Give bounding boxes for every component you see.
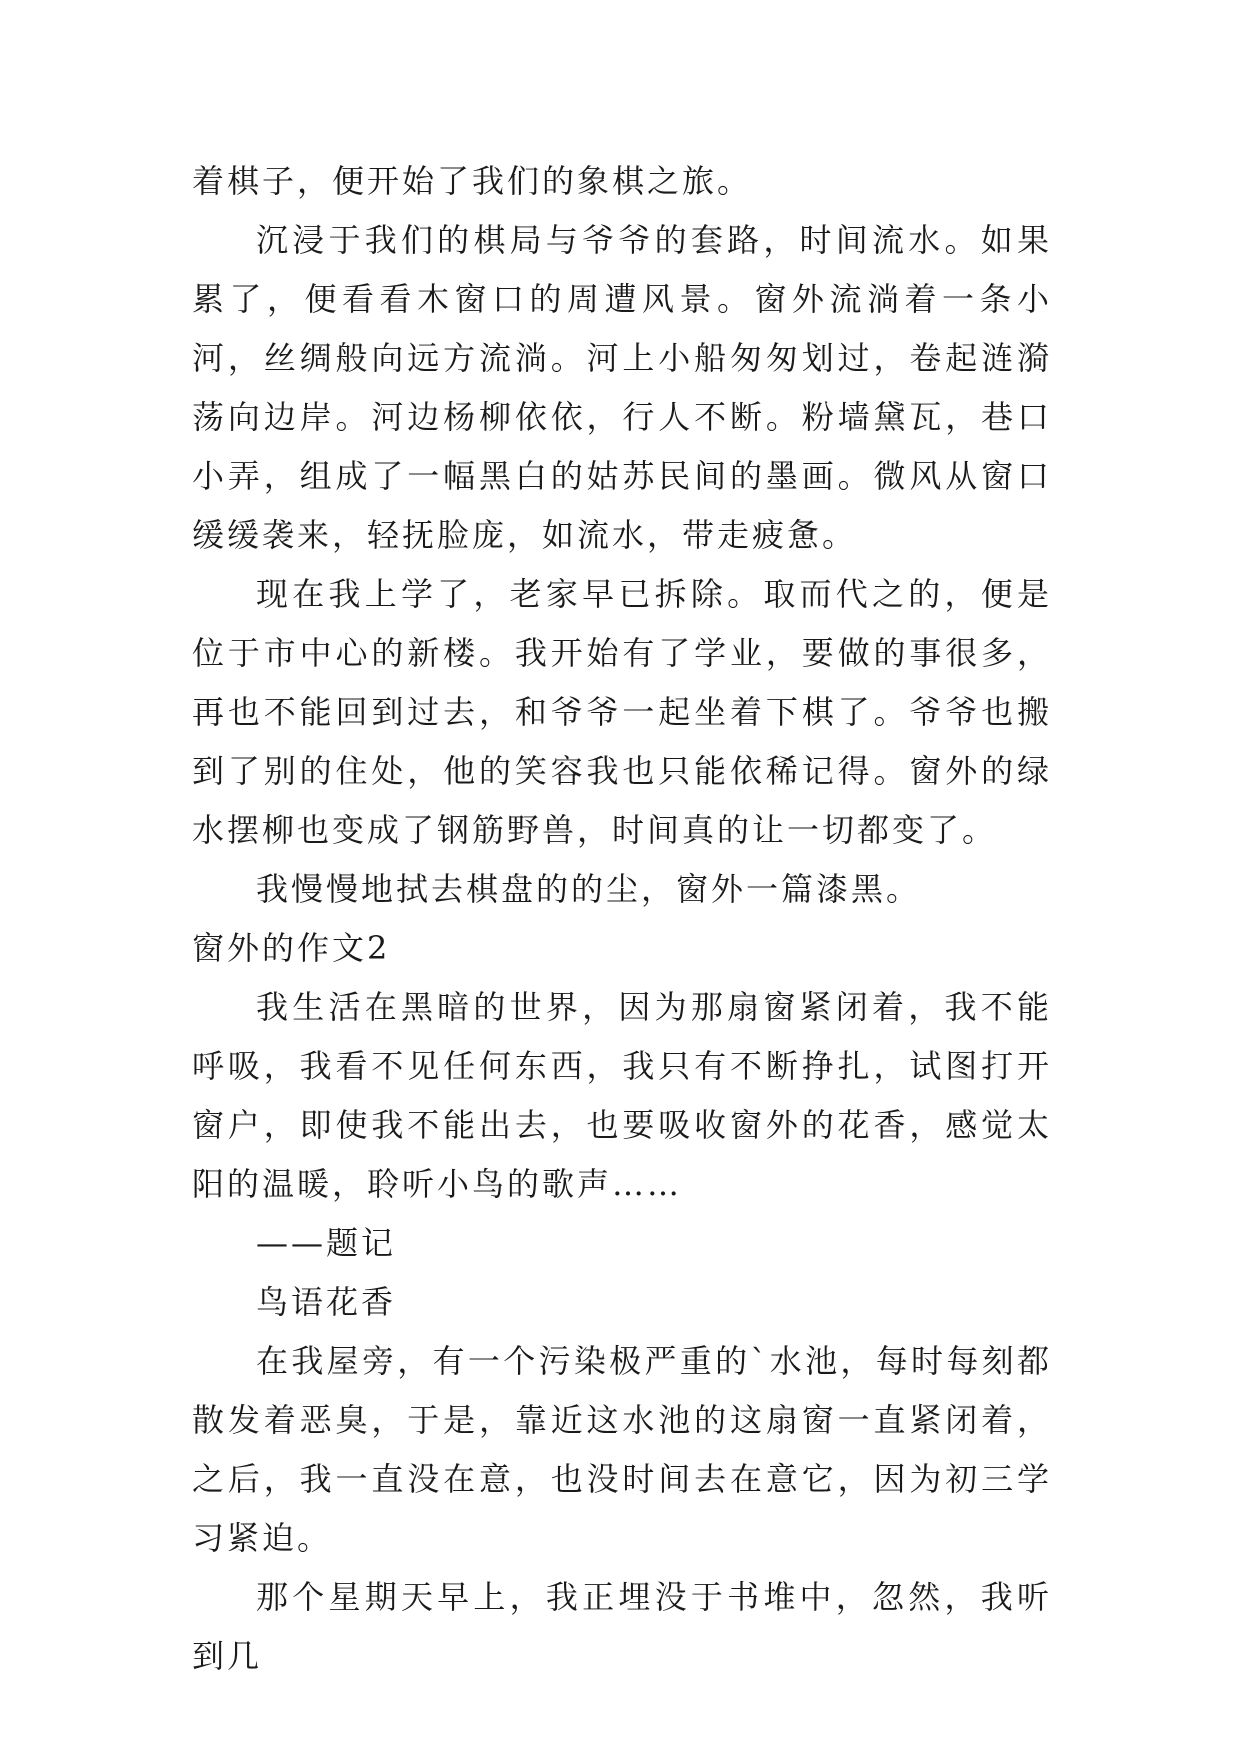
paragraph-chess-and-scenery: 沉浸于我们的棋局与爷爷的套路，时间流水。如果累了，便看看木窗口的周遭风景。窗外流淌着一条小河，丝绸般向远方流淌。河上小船匆匆划过，卷起涟漪荡向边岸。河边杨柳依依，行人不断。粉墙黛瓦，巷口小弄，组成了一幅黑白的姑苏民间的墨画。微风从窗口缓缓袭来，轻抚脸庞，如流水，带走疲惫。 (192, 221, 1052, 554)
paragraph-continuation: 着棋子，便开始了我们的象棋之旅。 (192, 162, 753, 200)
paragraph-wipe-dust: 我慢慢地拭去棋盘的的尘，窗外一篇漆黑。 (256, 870, 922, 908)
paragraph-sunday-morning: 那个星期天早上，我正埋没于书堆中，忽然，我听到几 (192, 1578, 1052, 1675)
section-subtitle: 鸟语花香 (256, 1283, 397, 1321)
document-page (192, 152, 1052, 1686)
epigraph-label: ——题记 (256, 1224, 397, 1262)
paragraph-school-now: 现在我上学了，老家早已拆除。取而代之的，便是位于市中心的新楼。我开始有了学业，要做的事很多，再也不能回到过去，和爷爷一起坐着下棋了。爷爷也搬到了别的住处，他的笑容我也只能依稀记得。窗外的绿水摆柳也变成了钢筋野兽，时间真的让一切都变了。 (192, 575, 1052, 849)
paragraph-dark-world: 我生活在黑暗的世界，因为那扇窗紧闭着，我不能呼吸，我看不见任何东西，我只有不断挣扎，试图打开窗户，即使我不能出去，也要吸收窗外的花香，感觉太阳的温暖，聆听小鸟的歌声…… (192, 988, 1052, 1203)
essay-title: 窗外的作文2 (192, 929, 391, 967)
paragraph-polluted-pond: 在我屋旁，有一个污染极严重的`水池，每时每刻都散发着恶臭，于是，靠近这水池的这扇窗一直紧闭着，之后，我一直没在意，也没时间去在意它，因为初三学习紧迫。 (192, 1342, 1052, 1557)
